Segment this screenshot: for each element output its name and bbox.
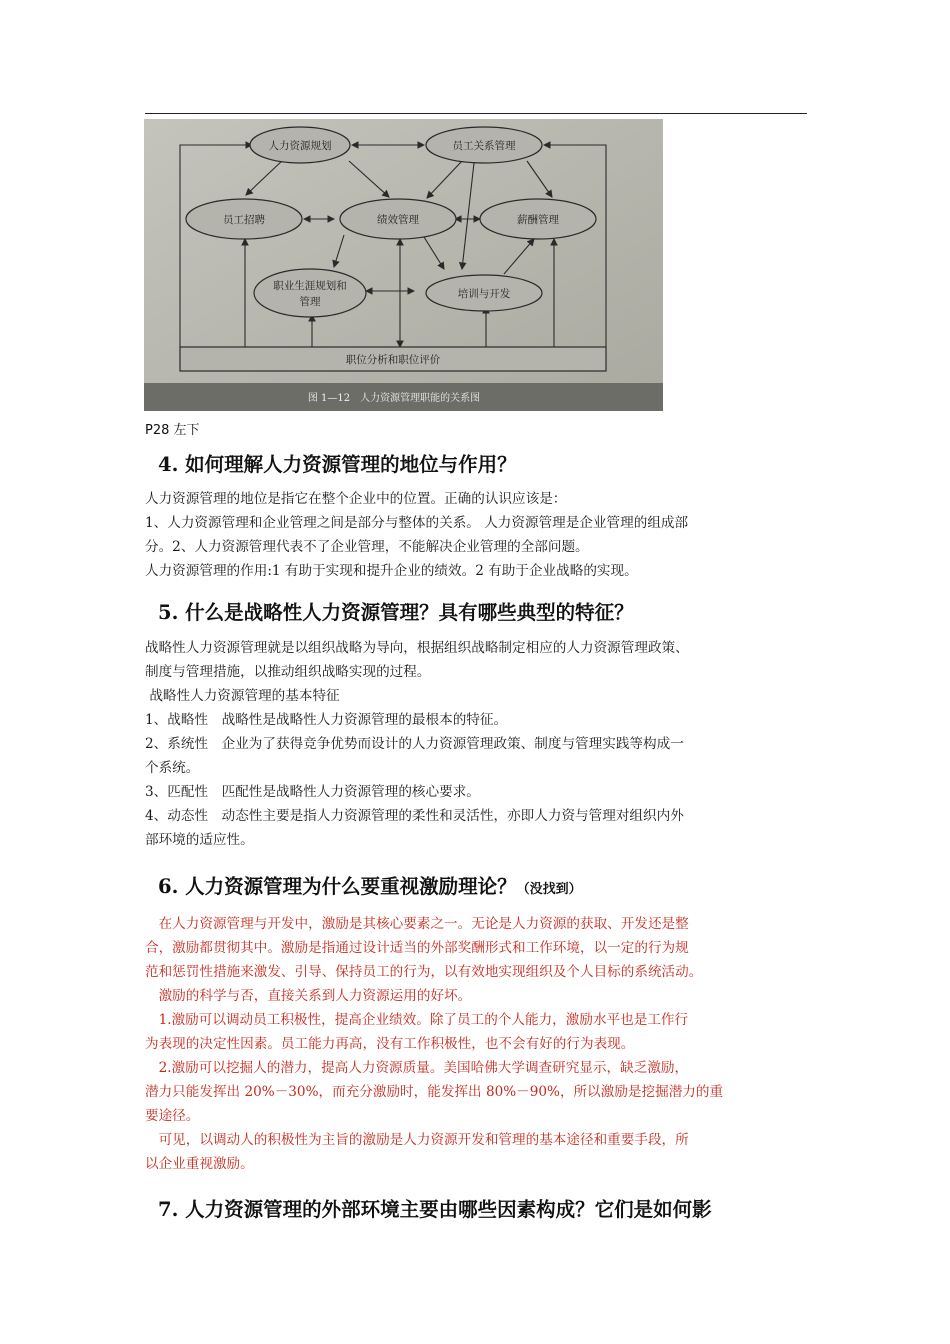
q6-note: （没找到） <box>516 882 582 897</box>
q6-line: 可见，以调动人的积极性为主旨的激励是人力资源开发和管理的基本途径和重要手段，所 <box>145 1132 689 1148</box>
q5-title: 5. 什么是战略性人力资源管理？具有哪些典型的特征？ <box>158 601 634 624</box>
q6-line: 范和惩罚性措施来激发、引导、保持员工的行为，以有效地实现组织及个人目标的系统活动。 <box>145 964 703 980</box>
label-recruiting: 员工招聘 <box>223 214 265 226</box>
q4-line: 人力资源管理的作用:1 有助于实现和提升企业的绩效。2 有助于企业战略的实现。 <box>145 563 638 579</box>
label-career-2: 管理 <box>299 296 321 308</box>
hr-function-diagram <box>144 119 663 411</box>
q5-line: 战略性人力资源管理的基本特征 <box>145 688 340 704</box>
q5-line: 4、动态性 动态性主要是指人力资源管理的柔性和灵活性，亦即人力资与管理对组织内外 <box>145 808 684 824</box>
q6-title <box>145 874 815 903</box>
q6-line: 2.激励可以挖掘人的潜力，提高人力资源质量。美国哈佛大学调查研究显示，缺乏激励， <box>145 1060 689 1076</box>
q6-line: 激励的科学与否，直接关系到人力资源运用的好坏。 <box>145 988 472 1004</box>
node-career <box>254 269 366 317</box>
label-training: 培训与开发 <box>457 288 511 300</box>
q6-line: 要途径。 <box>145 1108 200 1124</box>
q6-line: 1.激励可以调动员工积极性，提高企业绩效。除了员工的个人能力，激励水平也是工作行 <box>145 1012 689 1028</box>
label-relations: 员工关系管理 <box>452 140 516 152</box>
label-planning: 人力资源规划 <box>268 140 332 152</box>
diagram-photo <box>144 119 663 411</box>
q4-line: 分。2、人力资源管理代表不了企业管理，不能解决企业管理的全部问题。 <box>145 539 589 555</box>
q4-title: 4. 如何理解人力资源管理的地位与作用？ <box>158 453 517 476</box>
q5-line: 3、匹配性 匹配性是战略性人力资源管理的核心要求。 <box>145 784 480 800</box>
q6-body <box>145 912 815 1176</box>
section-q6 <box>145 874 815 903</box>
label-performance: 绩效管理 <box>377 214 419 226</box>
q6-line: 为表现的决定性因素。员工能力再高，没有工作积极性，也不会有好的行为表现。 <box>145 1036 635 1052</box>
section-q4 <box>145 452 815 478</box>
section-q7 <box>145 1197 815 1223</box>
q6-title-text: 6. 人力资源管理为什么要重视激励理论？ <box>158 875 517 898</box>
q4-body <box>145 487 815 583</box>
section-q5 <box>145 600 815 626</box>
q5-line: 2、系统性 企业为了获得竞争优势而设计的人力资源管理政策、制度与管理实践等构成一 <box>145 736 684 752</box>
diagram-caption: 图 1—12 人力资源管理职能的关系图 <box>307 393 481 404</box>
q4-line: 1、人力资源管理和企业管理之间是部分与整体的关系。 人力资源管理是企业管理的组成部 <box>145 515 689 531</box>
q7-title: 7. 人力资源管理的外部环境主要由哪些因素构成？它们是如何影 <box>158 1198 712 1221</box>
q4-line: 人力资源管理的地位是指它在整个企业中的位置。正确的认识应该是： <box>145 491 567 507</box>
q5-body <box>145 636 815 852</box>
label-career-1: 职业生涯规划和 <box>273 280 347 292</box>
page-reference: P28 左下 <box>145 423 200 438</box>
label-compensation: 薪酬管理 <box>517 214 559 226</box>
q5-line: 部环境的适应性。 <box>145 832 254 848</box>
q6-line: 潜力只能发挥出 20%－30%，而充分激励时，能发挥出 80%－90%，所以激励是挖掘潜力的重 <box>145 1084 724 1100</box>
q5-line: 1、战略性 战略性是战略性人力资源管理的最根本的特征。 <box>145 712 508 728</box>
q6-line: 在人力资源管理与开发中，激励是其核心要素之一。无论是人力资源的获取、开发还是整 <box>145 916 689 932</box>
q6-line: 合，激励都贯彻其中。激励是指通过设计适当的外部奖酬形式和工作环境，以一定的行为规 <box>145 940 689 956</box>
header-rule <box>145 113 807 114</box>
q6-line: 以企业重视激励。 <box>145 1156 254 1172</box>
q5-line: 制度与管理措施，以推动组织战略实现的过程。 <box>145 664 431 680</box>
q5-line: 战略性人力资源管理就是以组织战略为导向，根据组织战略制定相应的人力资源管理政策、 <box>145 640 689 656</box>
q5-line: 个系统。 <box>145 760 200 776</box>
label-job-analysis: 职位分析和职位评价 <box>345 354 441 366</box>
